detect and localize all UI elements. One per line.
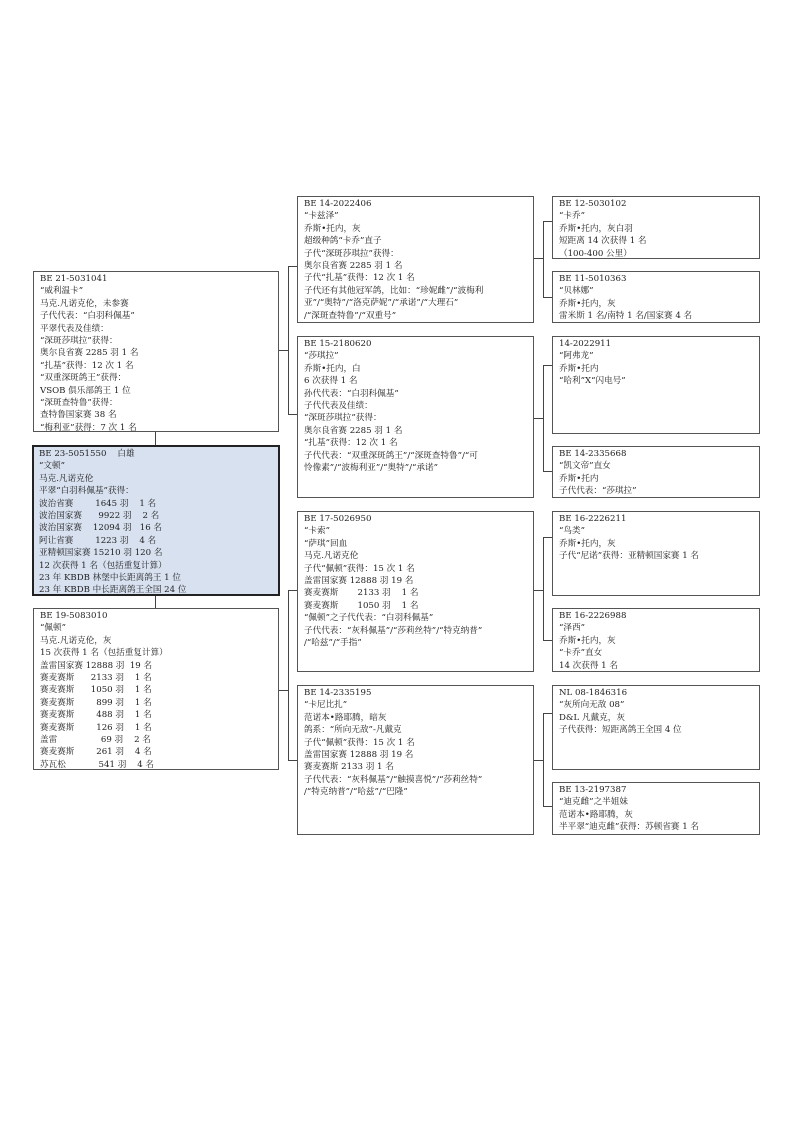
pedigree-text-line: 盖雷国家赛 12888 羽 19 名: [304, 576, 414, 587]
pedigree-text-line: “凯文帝”直女: [559, 461, 611, 472]
pedigree-text-line: 孙代代表：“白羽科佩基”: [304, 388, 399, 399]
pedigree-text-line: 12 次获得 1 名（包括重复计算）: [39, 560, 167, 571]
pedigree-box-dam: [33, 608, 279, 770]
ring-number: BE 21-5031041: [40, 274, 108, 284]
pedigree-text-line: “哈利”X“闪电号”: [559, 376, 626, 387]
pedigree-text-line: 子代“扎基”获得：12 次 1 名: [304, 273, 415, 284]
pedigree-text-line: /“深斑查特鲁”/“双重号”: [304, 310, 397, 321]
pedigree-text-line: 乔斯•托内，白: [304, 363, 361, 374]
pedigree-box-sire-sire-sire: [552, 196, 760, 259]
pedigree-text-line: 子代代表：“灰科佩基”/“触摸喜悦”/“莎莉丝特”: [304, 774, 483, 785]
pedigree-text-line: 乔斯•托内，灰: [559, 635, 616, 646]
ring-number: BE 11-5010363: [559, 274, 627, 284]
pedigree-text-line: “深斑查特鲁”获得：: [40, 398, 118, 409]
pedigree-text-line: “莎琪拉”: [304, 351, 339, 362]
pedigree-text-line: 乔斯•托内，灰: [559, 538, 616, 549]
pedigree-text-line: 亚”/“奥特”/“洛克萨妮”/“承诺”/“大理石”: [304, 298, 459, 309]
pedigree-text-line: 鸽系：“所向无敌”-凡戴克: [304, 725, 402, 736]
pedigree-box-sire: [33, 271, 279, 432]
pedigree-text-line: “阿弗龙”: [559, 351, 594, 362]
pedigree-text-line: 14 次获得 1 名: [559, 660, 618, 671]
pedigree-text-line: 波治国家赛 12094 羽 16 名: [39, 523, 163, 534]
pedigree-box-dam-dam: [297, 685, 534, 835]
connector-dd-branch: [533, 760, 543, 761]
pedigree-text-line: 赛麦赛斯 488 羽 1 名: [40, 710, 152, 721]
pedigree-text-line: 乔斯•托内，灰白羽: [559, 223, 633, 234]
pedigree-text-line: 平翠“白羽科佩基”获得：: [39, 486, 134, 497]
pedigree-text-line: 阿让省赛 1223 羽 4 名: [39, 535, 157, 546]
ring-number: BE 13-2197387: [559, 785, 627, 795]
connector-ds-vertical: [543, 537, 544, 640]
pedigree-box-dam-dam-dam: [552, 782, 760, 835]
pedigree-text-line: 赛麦赛斯 261 羽 4 名: [40, 747, 152, 758]
connector-dd-vertical: [543, 713, 544, 806]
pedigree-text-line: 奥尔良省赛 2285 羽 1 名: [304, 261, 403, 272]
pedigree-text-line: 子代代表：“莎琪拉”: [559, 486, 637, 497]
connector-sd-branch: [533, 418, 543, 419]
pedigree-text-line: “扎基”获得：12 次 1 名: [304, 438, 398, 449]
pedigree-text-line: 子代“佩顿”获得：15 次 1 名: [304, 737, 415, 748]
connector-sd-vertical: [543, 365, 544, 471]
ring-number: BE 16-2226988: [559, 611, 627, 621]
pedigree-text-line: “佩顿”: [40, 623, 66, 634]
ring-number: BE 14-2335195: [304, 688, 372, 698]
pedigree-text-line: /“哈兹”/“手指”: [304, 638, 362, 649]
pedigree-text-line: 马克.凡诺克伦，未参赛: [40, 298, 129, 309]
pedigree-text-line: 马克.凡诺克伦: [39, 473, 94, 484]
pedigree-text-line: D&L 凡戴克，灰: [559, 712, 625, 723]
ring-number: BE 14-2335668: [559, 449, 627, 459]
pedigree-text-line: 范诺本•路耶腾，暗灰: [304, 712, 387, 723]
pedigree-text-line: “威利温卡”: [40, 286, 84, 297]
pedigree-box-dam-sire-sire: [552, 511, 760, 596]
pedigree-text-line: 盖雷 69 羽 2 名: [40, 735, 151, 746]
connector-ds-branch: [533, 590, 543, 591]
ring-number: NL 08-1846316: [559, 688, 628, 698]
ring-number: BE 16-2226211: [559, 514, 627, 524]
pedigree-text-line: 赛麦赛斯 2133 羽 1 名: [304, 762, 394, 773]
pedigree-box-dam-dam-sire: [552, 685, 760, 770]
pedigree-text-line: 子代“佩顿”获得：15 次 1 名: [304, 563, 415, 574]
pedigree-text-line: “深斑莎琪拉”获得：: [40, 336, 118, 347]
pedigree-box-subject: [32, 445, 280, 596]
pedigree-text-line: 赛麦赛斯 899 羽 1 名: [40, 697, 152, 708]
pedigree-text-line: 子代获得：短距离鸽王全国 4 位: [559, 725, 682, 736]
pedigree-text-line: “卡尼比扎”: [304, 700, 348, 711]
pedigree-text-line: 子代代表：“灰科佩基”/“莎莉丝特”/“特克纳普”: [304, 625, 483, 636]
pedigree-text-line: 盖雷国家赛 12888 羽 19 名: [304, 750, 414, 761]
pedigree-text-line: 乔斯•托内，灰: [304, 223, 361, 234]
ring-number: BE 15-2180620: [304, 339, 372, 349]
pedigree-text-line: 23 年 KBDB 中长距离鸽王全国 24 位: [39, 585, 187, 596]
pedigree-text-line: 23 年 KBDB 林堡中长距离鸽王 1 位: [39, 573, 181, 584]
pedigree-text-line: “卡乔”: [559, 211, 585, 222]
pedigree-text-line: 子代“深斑莎琪拉”获得：: [304, 248, 399, 259]
ring-number: BE 19-5083010: [40, 611, 108, 621]
pedigree-box-dam-sire: [297, 511, 534, 672]
pedigree-text-line: “文顿”: [39, 461, 65, 472]
pedigree-text-line: “卡乔”直女: [559, 648, 603, 659]
pedigree-text-line: 波治省赛 1645 羽 1 名: [39, 498, 157, 509]
pedigree-text-line: 范诺本•路耶腾，灰: [559, 809, 633, 820]
pedigree-text-line: “卡索”: [304, 526, 330, 537]
pedigree-text-line: 子代代表：“双重深斑鸽王”/“深斑查特鲁”/“可: [304, 450, 478, 461]
pedigree-text-line: 查特鲁国家赛 38 名: [40, 410, 117, 421]
pedigree-text-line: 奥尔良省赛 2285 羽 1 名: [304, 425, 403, 436]
pedigree-box-sire-dam-sire: [552, 336, 760, 434]
pedigree-box-sire-dam-dam: [552, 446, 760, 498]
pedigree-text-line: “扎基”获得：12 次 1 名: [40, 360, 134, 371]
pedigree-text-line: 半平翠“迪克雌”获得：苏顿省赛 1 名: [559, 822, 700, 833]
pedigree-text-line: 子代还有其他冠军鸽，比如：“珍妮雌”/“波梅利: [304, 285, 484, 296]
pedigree-text-line: 赛麦赛斯 1050 羽 1 名: [40, 685, 152, 696]
pedigree-text-line: 短距离 14 次获得 1 名: [559, 236, 647, 247]
connector-sire-branch: [278, 350, 288, 351]
pedigree-text-line: 亚精顿国家赛 15210 羽 120 名: [39, 548, 163, 559]
ring-number: BE 14-2022406: [304, 199, 372, 209]
connector-dam-vertical: [288, 590, 289, 760]
connector-dam-branch: [278, 690, 288, 691]
pedigree-text-line: “泽西”: [559, 623, 585, 634]
pedigree-text-line: “双重深斑鸽王”获得：: [40, 373, 127, 384]
pedigree-text-line: 乔斯•托内: [559, 473, 599, 484]
pedigree-text-line: 怜像素”/“波梅利亚”/“奥特”/“承诺”: [304, 463, 438, 474]
pedigree-box-dam-sire-dam: [552, 608, 760, 672]
pedigree-text-line: “卡兹泽”: [304, 211, 339, 222]
pedigree-text-line: 盖雷国家赛 12888 羽 19 名: [40, 660, 153, 671]
pedigree-text-line: 雷米斯 1 名/南特 1 名/国家赛 4 名: [559, 311, 693, 322]
pedigree-text-line: 子代代表：“白羽科佩基”: [40, 311, 135, 322]
pedigree-text-line: 乔斯•托内，灰: [559, 298, 616, 309]
pedigree-text-line: “萨琪”回血: [304, 538, 348, 549]
pedigree-text-line: “鸟类”: [559, 526, 585, 537]
connector-sire-vertical: [288, 266, 289, 414]
ring-number: BE 12-5030102: [559, 199, 627, 209]
pedigree-text-line: “灰所向无敌 08”: [559, 700, 625, 711]
pedigree-text-line: 6 次获得 1 名: [304, 376, 358, 387]
pedigree-text-line: “佩顿”之子代代表：“白羽科佩基”: [304, 613, 434, 624]
pedigree-text-line: “贝林娜”: [559, 286, 594, 297]
pedigree-text-line: （100-400 公里）: [559, 248, 632, 259]
pedigree-text-line: 平翠代表及佳绩：: [40, 323, 109, 334]
ring-number: BE 23-5051550 白雄: [39, 449, 135, 459]
pedigree-text-line: 苏瓦松 541 羽 4 名: [40, 759, 155, 770]
connector-subject-dam: [155, 595, 156, 609]
pedigree-text-line: 赛麦赛斯 2133 羽 1 名: [304, 588, 419, 599]
ring-number: 14-2022911: [559, 339, 612, 349]
pedigree-box-sire-sire: [297, 196, 534, 323]
pedigree-text-line: 奥尔良省赛 2285 羽 1 名: [40, 348, 139, 359]
pedigree-text-line: 波治国家赛 9922 羽 2 名: [39, 511, 160, 522]
ring-number: BE 17-5026950: [304, 514, 372, 524]
pedigree-text-line: 子代“尼诺”获得：亚精顿国家赛 1 名: [559, 551, 700, 562]
pedigree-text-line: 乔斯•托内: [559, 363, 599, 374]
pedigree-text-line: 赛麦赛斯 126 羽 1 名: [40, 722, 152, 733]
pedigree-text-line: 赛麦赛斯 1050 羽 1 名: [304, 600, 419, 611]
pedigree-text-line: 子代代表及佳绩：: [304, 401, 373, 412]
connector-ss-vertical: [543, 221, 544, 297]
pedigree-text-line: 超级种鸽“卡乔”直子: [304, 236, 382, 247]
pedigree-text-line: 15 次获得 1 名（包括重复计算）: [40, 648, 168, 659]
pedigree-text-line: “深斑莎琪拉”获得：: [304, 413, 382, 424]
pedigree-text-line: “梅利亚”获得：7 次 1 名: [40, 422, 137, 432]
connector-ss-branch: [533, 258, 543, 259]
pedigree-text-line: /“特克纳普”/“哈兹”/“巴隆”: [304, 787, 408, 798]
pedigree-text-line: 马克.凡诺克伦，灰: [40, 635, 112, 646]
connector-sire-subject: [155, 431, 156, 446]
pedigree-text-line: 马克.凡诺克伦: [304, 551, 359, 562]
pedigree-box-sire-sire-dam: [552, 271, 760, 323]
pedigree-text-line: 赛麦赛斯 2133 羽 1 名: [40, 673, 152, 684]
pedigree-box-sire-dam: [297, 336, 534, 498]
pedigree-text-line: VSOB 俱乐部鸽王 1 位: [40, 385, 131, 396]
pedigree-text-line: “迪克雌”之半姐妹: [559, 797, 628, 808]
